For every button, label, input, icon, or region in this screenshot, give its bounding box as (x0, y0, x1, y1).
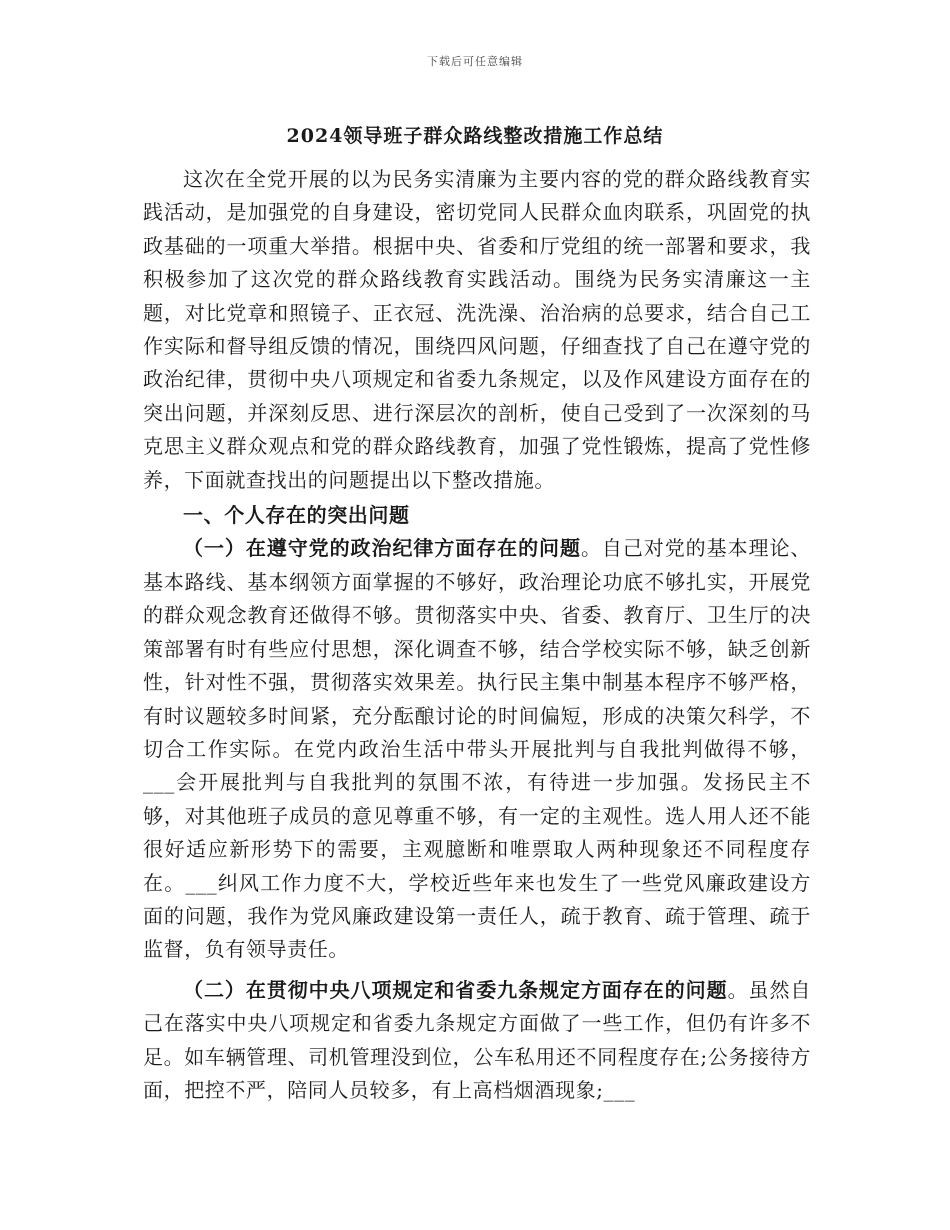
intro-paragraph: 这次在全党开展的以为民务实清廉为主要内容的党的群众路线教育实践活动，是加强党的自身建设，密切党同人民群众血肉联系，巩固党的执政基础的一项重大举措。根据中央、省委和厅党组的统一部署和要求，我积极参加了这次党的群众路线教育实践活动。围绕为民务实清廉这一主题，对比党章和照镜子、正衣冠、洗洗澡、治治病的总要求，结合自己工作实际和督导组反馈的情况，围绕四风问题，仔细查找了自己在遵守党的政治纪律，贯彻中央八项规定和省委九条规定，以及作风建设方面存在的突出问题，并深刻反思、进行深层次的剖析，使自己受到了一次深刻的马克思主义群众观点和党的群众路线教育，加强了党性锻炼，提高了党性修养，下面就查找出的问题提出以下整改措施。 (143, 167, 811, 492)
paragraph-body: 。虽然自己在落实中央八项规定和省委九条规定方面做了一些工作，但仍有许多不足。如车辆管理、司机管理没到位，公车私用还不同程度存在;公务接待方面，把控不严，陪同人员较多，有上高档烟酒现象;___ (143, 977, 811, 1102)
paragraph-lead: （二）在贯彻中央八项规定和省委九条规定方面存在的问题 (183, 977, 728, 1002)
document-body (143, 163, 811, 1107)
paragraph-eight-rules (143, 974, 811, 1108)
document-title: 2024领导班子群众路线整改措施工作总结 (286, 125, 664, 147)
header-note: 下载后可任意编辑 (427, 55, 523, 68)
paragraph-body: 。自己对党的基本理论、基本路线、基本纲领方面掌握的不够好，政治理论功底不够扎实，开展党的群众观念教育还做得不够。贯彻落实中央、省委、教育厅、卫生厅的决策部署有时有些应付思想，深化调查不够，结合学校实际不够，缺乏创新性，针对性不强，贯彻落实效果差。执行民主集中制基本程序不够严格，有时议题较多时间紧，充分酝酿讨论的时间偏短，形成的决策欠科学，不切合工作实际。在党内政治生活中带头开展批判与自我批判做得不够，___会开展批判与自我批判的氛围不浓，有待进一步加强。发扬民主不够，对其他班子成员的意见尊重不够，有一定的主观性。选人用人还不能很好适应新形势下的需要，主观臆断和唯票取人两种现象还不同程度存在。___纠风工作力度不大，学校近些年来也发生了一些党风廉政建设方面的问题，我作为党风廉政建设第一责任人，疏于教育、疏于管理、疏于监督，负有领导责任。 (143, 536, 811, 962)
paragraph-lead: （一）在遵守党的政治纪律方面存在的问题 (183, 536, 581, 561)
section-heading: 一、个人存在的突出问题 (183, 503, 410, 528)
paragraph-political-discipline (143, 532, 811, 966)
